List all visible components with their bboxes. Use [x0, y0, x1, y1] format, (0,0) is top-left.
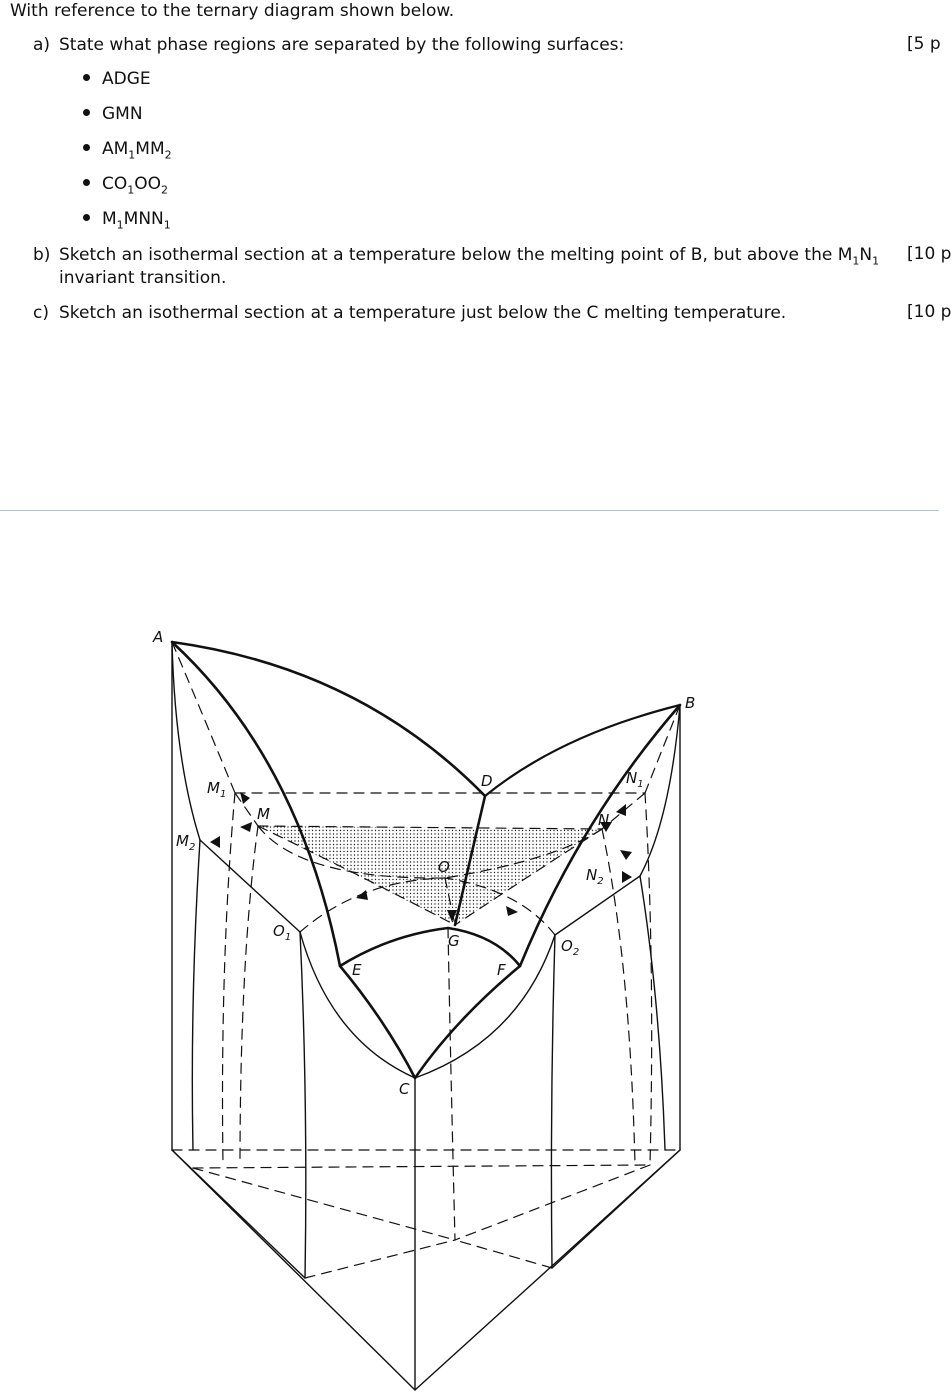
- label-O: O: [438, 858, 450, 876]
- label-G: G: [448, 932, 460, 950]
- surface-item: $M_1MNN_1$: [83, 209, 171, 231]
- dash-m-down: [240, 826, 258, 1165]
- question-a-text: State what phase regions are separated by the following surfaces:: [59, 35, 625, 55]
- surface-item: $AM_1MM_2$: [83, 139, 172, 161]
- tie-triangle: [258, 826, 602, 925]
- question-c-text: Sketch an isothermal section at a temperature just below the C melting temperature.: [59, 303, 787, 323]
- bullet-icon: [83, 144, 90, 151]
- label-O1: $O_1$: [273, 922, 292, 943]
- label-O2: $O_2$: [561, 937, 580, 958]
- curve-o1-c: [300, 932, 415, 1078]
- label-M: M: [257, 805, 270, 823]
- surface-item: ADGE: [83, 69, 151, 89]
- dash-base-mid: [193, 1165, 650, 1168]
- line-m2-down: [192, 840, 200, 1150]
- label-C: C: [399, 1080, 410, 1098]
- dash-g-down: [448, 928, 455, 1240]
- curve-m2-o1: [200, 840, 300, 932]
- intro-text: With reference to the ternary diagram shown below.: [10, 1, 455, 21]
- dash-base-a-c: [193, 1168, 455, 1240]
- dash-base-o2: [455, 1240, 552, 1268]
- arrow-marker: [210, 836, 220, 848]
- curve-a-e: [172, 642, 340, 966]
- line-o2-down: [551, 935, 555, 1268]
- label-D: D: [481, 772, 493, 790]
- question-b-points: [10 p: [907, 244, 951, 264]
- arrow-marker: [622, 871, 632, 883]
- base-o2-line: [552, 1150, 680, 1268]
- arrow-marker: [240, 792, 250, 804]
- base-o1-o2-line: [172, 1150, 305, 1278]
- dash-m1-down: [223, 793, 236, 1165]
- bullet-icon: [83, 214, 90, 221]
- arrow-marker: [356, 890, 368, 900]
- dash-n1-down: [645, 793, 652, 1165]
- arrow-marker: [506, 906, 518, 916]
- bullet-icon: [83, 109, 90, 116]
- line-o1-down: [300, 932, 306, 1278]
- curve-a-m2: [172, 642, 200, 840]
- base-front: [172, 1150, 680, 1390]
- label-M2: $M_2$: [176, 832, 196, 853]
- dash-a-m1: [172, 642, 235, 793]
- label-E: E: [352, 961, 362, 979]
- arrow-marker: [620, 850, 632, 860]
- bullet-icon: [83, 74, 90, 81]
- label-M1: $M_1$: [207, 779, 227, 800]
- question-b-text-line2: invariant transition.: [59, 268, 227, 288]
- question-b-text: Sketch an isothermal section at a temperature below the melting point of B, but above the $M_1N_1$: [59, 245, 880, 268]
- question-a-label: a): [33, 35, 51, 55]
- dash-base-b-c: [455, 1165, 650, 1240]
- ternary-diagram: [0, 600, 939, 1396]
- label-A: A: [153, 628, 164, 646]
- bullet-icon: [83, 179, 90, 186]
- curve-e-c: [340, 966, 415, 1078]
- question-c-points: [10 p: [907, 302, 951, 322]
- question-a-points: [5 p: [907, 34, 941, 54]
- surface-item: GMN: [83, 104, 143, 124]
- arrow-marker: [616, 804, 626, 816]
- section-divider: [0, 510, 939, 511]
- curve-o2-c: [415, 935, 555, 1078]
- dash-base-o: [305, 1240, 455, 1278]
- label-N: N: [598, 811, 610, 829]
- curve-a-d: [172, 642, 485, 796]
- label-B: B: [685, 694, 696, 712]
- label-N2: $N_2$: [586, 866, 604, 887]
- line-n2-down: [640, 876, 665, 1150]
- curve-b-d: [485, 705, 680, 796]
- label-N1: $N_1$: [626, 769, 644, 790]
- arrow-marker: [240, 822, 252, 832]
- question-c-label: c): [33, 303, 49, 323]
- dash-n-down: [602, 829, 635, 1165]
- label-F: F: [497, 961, 506, 979]
- question-b-label: b): [33, 245, 51, 265]
- surface-item: $CO_1OO_2$: [83, 174, 168, 196]
